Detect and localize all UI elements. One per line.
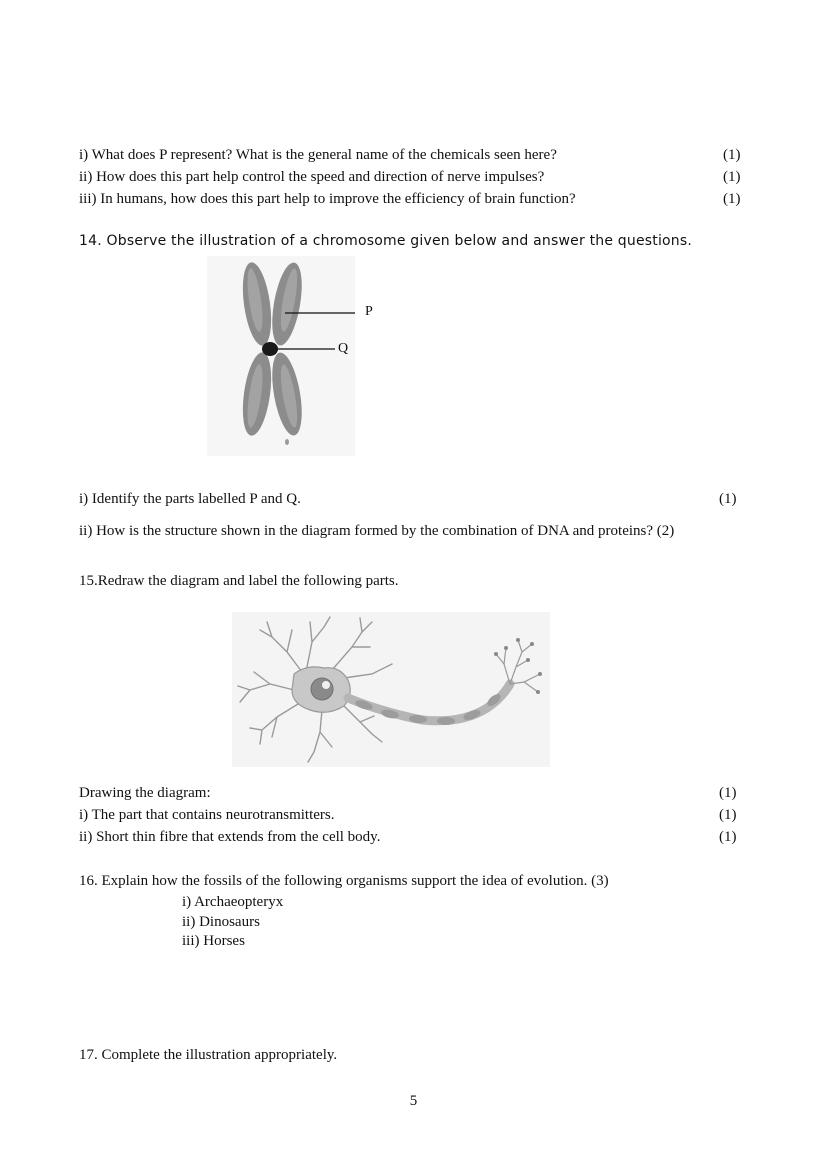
nucleolus <box>322 681 330 689</box>
label-q: Q <box>338 341 349 356</box>
chromosome-illustration <box>205 256 385 456</box>
q15-item-1-mark: (1) <box>719 785 737 801</box>
label-p: P <box>365 304 373 319</box>
q13-item-3: iii) In humans, how does this part help to improve the efficiency of brain function? <box>79 191 576 207</box>
chromosome-figure <box>205 256 385 456</box>
q16-item-3: iii) Horses <box>182 933 245 949</box>
neuron-figure <box>232 612 550 767</box>
q16-item-2: ii) Dinosaurs <box>182 914 260 930</box>
q13-item-1-mark: (1) <box>723 147 741 163</box>
q15-item-2: i) The part that contains neurotransmitters. <box>79 807 335 823</box>
q15-item-3: ii) Short thin fibre that extends from the cell body. <box>79 829 381 845</box>
q13-item-2: ii) How does this part help control the speed and direction of nerve impulses? <box>79 169 545 185</box>
q13-item-3-mark: (1) <box>723 191 741 207</box>
q13-item-2-mark: (1) <box>723 169 741 185</box>
q15-item-2-mark: (1) <box>719 807 737 823</box>
neuron-illustration <box>232 612 550 767</box>
nucleus <box>311 678 333 700</box>
q16-item-1: i) Archaeopteryx <box>182 894 284 910</box>
page-number: 5 <box>409 1093 418 1109</box>
q14-item-2: ii) How is the structure shown in the diagram formed by the combination of DNA and proteins? (2) <box>79 523 675 539</box>
centromere <box>262 342 278 356</box>
q16-prompt: 16. Explain how the fossils of the following organisms support the idea of evolution. (3) <box>79 873 609 889</box>
q17-prompt: 17. Complete the illustration appropriately. <box>79 1047 338 1063</box>
chromosome-speck <box>285 439 289 445</box>
q14-prompt: 14. Observe the illustration of a chromosome given below and answer the questions. <box>79 233 693 249</box>
q15-prompt: 15.Redraw the diagram and label the following parts. <box>79 573 399 589</box>
q13-item-1: i) What does P represent? What is the general name of the chemicals seen here? <box>79 147 557 163</box>
q15-item-3-mark: (1) <box>719 829 737 845</box>
q15-item-1: Drawing the diagram: <box>79 785 211 801</box>
q14-item-1-mark: (1) <box>719 491 737 507</box>
q14-item-1: i) Identify the parts labelled P and Q. <box>79 491 301 507</box>
